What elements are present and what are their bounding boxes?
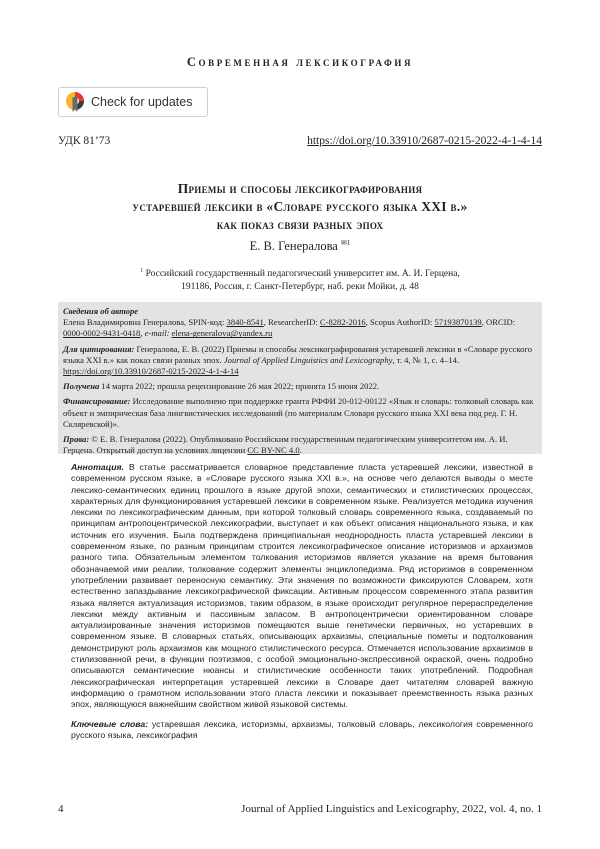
title-line: как показ связи разных эпох xyxy=(216,217,384,232)
article-title xyxy=(40,180,560,234)
rights-text: © Е. В. Генералова (2022). Опубликовано Российским государственным педагогическим университетом им. А. И. Герцена. Открытый доступ на условиях лицензии xyxy=(63,434,508,456)
page-number: 4 xyxy=(58,803,64,815)
check-for-updates-label: Check for updates xyxy=(91,95,193,109)
title-line: Приемы и способы лексикографирования xyxy=(177,181,423,196)
abstract-text: В статье рассматривается словарное представление пласта устаревшей лексики, известной в современном русском языке, в «Словаре русского языка XXI в.», на основе чего делаются выводы о месте лексико-семантических единиц прошлого в языке другой эпохи, семантических и стилистических процессах, характерных для функционирования устаревшей лексики в современном языке. Реализуется методика изучения лексики по лексикографическим данным, при которой толковый словарь современного языка, создаваемый по принципам антропоцентрической лексикографии, выступает и как объект описания национального языка, и как источник его изучения. Была подтверждена принципиальная неоднородность пласта устаревшей лексики в современном языке, по разным принципам строится лексикографическое описание историзмов и архаизмов разного типа. Обязательным элементом толкования историзмов является указание на время бытования обозначаемой ими реалии, толкование содержит элементы энциклопедизма. Ряд историзмов в современном употреблении развивает переносную семантику. Эти значения по возможности фиксируются Словарем, хотя естественно запаздывание лексикографической фиксации. Активным процессом современного этапа развития языка является актуализация историзмов, таким образом, в языке происходит регулярное перераспределение лексики между активным и пассивным запасом. В антропоцентрически ориентированном словаре актуализированные значения историзмов помещаются выше генетически первичных, но устаревших в современном языке. В словарных статьях, описывающих архаизмы, специальные пометы и подтолкования демонстрируют роль архаизмов как мощного стилистического ресурса. Отмечается использование архаизмов в стилизованной речи, в функции поэтизмов, с особой эмоционально-экспрессивной окраской, очень подробно описываются семантические нюансы и стилистические особенности таких употреблений. Подробная лексикографическая интерпретация устаревшей лексики в Словаре дает читателям словарей важную информацию о грамотном использовании этого пласта лексики и показывает преемственность языка разных эпох, являющуюся важнейшим свойством живой языковой системы. xyxy=(71,462,533,710)
received-text: 14 марта 2022; прошла рецензирование 26 мая 2022; принята 15 июня 2022. xyxy=(99,381,380,392)
author-info-label: Сведения об авторе xyxy=(63,306,139,316)
license-link[interactable]: CC BY-NC 4.0 xyxy=(247,445,300,456)
keywords-label: Ключевые слова: xyxy=(71,718,149,729)
affiliation-line1: Российский государственный педагогический университет им. А. И. Герцена, xyxy=(145,269,460,280)
crossmark-icon xyxy=(65,91,85,113)
citation xyxy=(63,344,537,378)
udk-code: УДК 81’73 xyxy=(58,135,111,147)
received-label: Получена xyxy=(63,381,100,392)
rights-label: Права: xyxy=(63,434,90,445)
journal-name: Современная лексикография xyxy=(186,55,414,69)
author-info xyxy=(63,306,537,340)
running-footer: Journal of Applied Linguistics and Lexicography, 2022, vol. 4, no. 1 xyxy=(241,803,542,815)
citation-tail: , т. 4, № 1, с. 4–14. xyxy=(392,354,460,365)
received-dates xyxy=(63,381,537,392)
affiliation-line2: 191186, Россия, г. Санкт-Петербург, наб. реки Мойки, д. 48 xyxy=(181,282,419,293)
doi-link[interactable]: https://doi.org/10.33910/2687-0215-2022-4-1-4-14 xyxy=(307,135,542,147)
scopus-link[interactable]: 57193870139 xyxy=(434,317,482,328)
researcher-label: , ResearcherID: xyxy=(263,317,320,328)
abstract-label: Аннотация. xyxy=(71,462,125,472)
citation-label: Для цитирования: xyxy=(63,343,135,354)
email-link[interactable]: elena-generalova@yandex.ru xyxy=(171,328,273,339)
spin-link[interactable]: 3840-8541 xyxy=(226,317,264,328)
citation-doi-link[interactable]: https://doi.org/10.33910/2687-0215-2022-4-1-4-14 xyxy=(63,366,239,377)
researcher-link[interactable]: C-8282-2016 xyxy=(319,317,366,328)
funding-text: Исследование выполнено при поддержке гранта РФФИ 20-012-00122 «Язык и словарь: толковый словарь как объект и эмпирическая база лингвистических исследований (по материалам Словаря русского языка XXI века под ред. Г. Н. Скляревской)». xyxy=(63,396,534,429)
affiliation-mark: 1 xyxy=(140,268,144,274)
orcid-label: , ORCID: xyxy=(481,317,516,328)
email-label: , e-mail: xyxy=(140,328,172,339)
author-info-text: Елена Владимировна Генералова, SPIN-код: xyxy=(63,317,227,328)
abstract xyxy=(71,462,533,711)
article-info-box xyxy=(58,302,542,454)
rights-end: . xyxy=(299,445,302,456)
funding-label: Финансирование: xyxy=(63,396,131,407)
scopus-label: , Scopus AuthorID: xyxy=(365,317,435,328)
check-for-updates-badge[interactable] xyxy=(58,87,208,117)
orcid-link[interactable]: 0000-0002-9431-0418 xyxy=(63,328,141,339)
keywords-text: устаревшая лексика, историзмы, архаизмы, толковый словарь, лексикология современного русского языка, лексикография xyxy=(71,718,533,740)
abstract-section xyxy=(71,462,533,741)
affiliation xyxy=(90,265,510,294)
keywords xyxy=(71,719,533,742)
funding xyxy=(63,396,537,430)
rights xyxy=(63,434,537,456)
title-line: устаревшей лексики в «Словаре русского языка XXI в.» xyxy=(132,199,468,214)
citation-journal: Journal of Applied Linguistics and Lexicography xyxy=(223,354,393,365)
author-line xyxy=(0,239,600,254)
author-mark: ✉1 xyxy=(340,239,351,247)
citation-text: Генералова, Е. В. (2022) Приемы и способы лексикографирования устаревшей лексики в «Словаре русского языка XXI в.» как показ связи разных эпох. xyxy=(63,343,532,365)
author-name: Е. В. Генералова xyxy=(249,239,338,254)
